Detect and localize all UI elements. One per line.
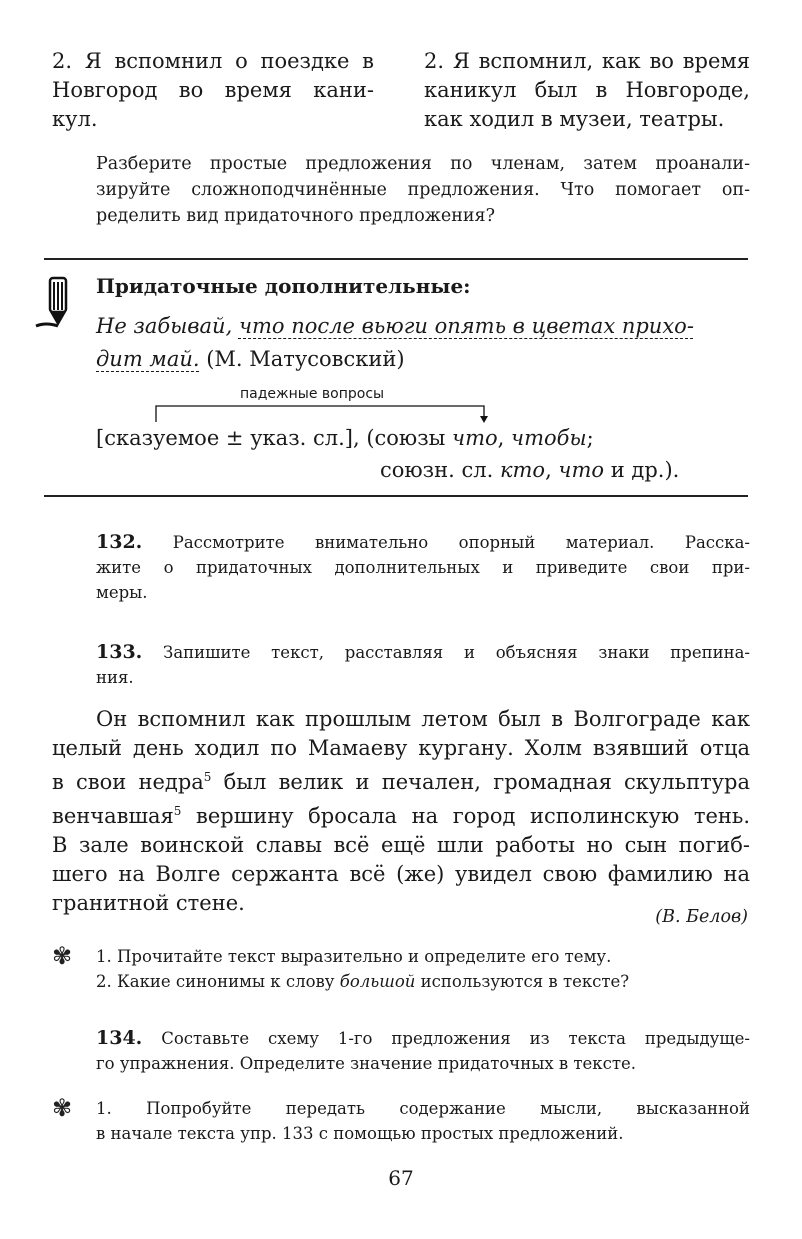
exercise-133-text bbox=[52, 705, 750, 918]
intro-line: зируйте сложноподчинённые предложения. Что помогает оп- bbox=[96, 180, 750, 200]
exercise-134 bbox=[96, 1026, 750, 1076]
example-main-clause: Не забывай, bbox=[96, 314, 239, 338]
text-line: В зале воинской славы всё ещё шли работы но сын погиб- bbox=[52, 833, 750, 857]
case-questions-arrow bbox=[150, 402, 490, 424]
flower-icon: ✾ bbox=[52, 1094, 73, 1122]
text-fragment: был велик и печален, громадная скульптура bbox=[211, 770, 750, 794]
text-line: Он вспомнил как прошлым летом был в Волгограде как bbox=[96, 707, 750, 731]
scheme-italic: что bbox=[558, 458, 605, 482]
right-column-line: как ходил в музеи, театры. bbox=[424, 107, 725, 131]
exercise-number: 133. bbox=[96, 641, 143, 663]
scheme-text: и др.). bbox=[604, 458, 680, 482]
exercise-132 bbox=[96, 530, 750, 605]
exercise-line: жите о придаточных дополнительных и приведите свои при- bbox=[96, 558, 750, 577]
tasks-block-2 bbox=[96, 1096, 750, 1146]
text-line: шего на Волге сержанта всё (же) увидел свою фамилию на bbox=[52, 862, 750, 886]
text-line bbox=[52, 797, 750, 831]
right-column bbox=[424, 47, 750, 134]
footnote-mark: 5 bbox=[173, 804, 182, 818]
exercise-text: Рассмотрите внимательно опорный материал. Расска- bbox=[142, 533, 750, 552]
rule-top-line bbox=[44, 258, 748, 260]
exercise-number: 134. bbox=[96, 1027, 143, 1049]
text-line: гранитной стене. bbox=[52, 891, 245, 915]
example-author: (М. Матусовский) bbox=[199, 347, 405, 371]
scheme-text: , bbox=[545, 458, 559, 482]
rule-bottom-line bbox=[44, 495, 748, 497]
text-fragment: в свои недра bbox=[52, 770, 204, 794]
rule-example-line1 bbox=[96, 312, 756, 341]
exercise-text: Составьте схему 1-го предложения из текста предыдуще- bbox=[142, 1029, 750, 1048]
intro-line: Разберите простые предложения по членам, затем проанали- bbox=[96, 154, 750, 174]
task-line: 1. Прочитайте текст выразительно и определите его тему. bbox=[96, 947, 612, 966]
text-fragment: вершину бросала на город исполинскую тень. bbox=[181, 804, 750, 828]
scheme-line2 bbox=[380, 456, 679, 485]
footnote-mark: 5 bbox=[203, 770, 212, 784]
task-line: в начале текста упр. 133 с помощью простых предложений. bbox=[96, 1124, 624, 1143]
left-column-line: кул. bbox=[52, 107, 98, 131]
scheme-text: [сказуемое ± указ. сл.], (союзы bbox=[96, 426, 453, 450]
text-author: (В. Белов) bbox=[655, 907, 748, 927]
exercise-line bbox=[96, 1026, 750, 1051]
scheme-text: , bbox=[497, 426, 512, 450]
task-italic-word: большой bbox=[339, 972, 416, 991]
scheme-italic: кто bbox=[499, 458, 546, 482]
scheme-text: союзн. сл. bbox=[380, 458, 500, 482]
exercise-line: ния. bbox=[96, 668, 134, 687]
exercise-line bbox=[96, 640, 750, 665]
exercise-number: 132. bbox=[96, 531, 143, 553]
scheme-line1 bbox=[96, 424, 594, 453]
exercise-line bbox=[96, 530, 750, 555]
example-subordinate-clause: что после вьюги опять в цветах прихо- bbox=[238, 314, 694, 338]
tasks-block-1 bbox=[96, 944, 756, 994]
task-text: используются в тексте? bbox=[415, 972, 630, 991]
exercise-text: Запишите текст, расставляя и объясняя знаки препина- bbox=[142, 643, 750, 662]
pencil-icon bbox=[34, 276, 74, 332]
text-line bbox=[52, 763, 750, 797]
intro-paragraph bbox=[96, 151, 750, 229]
task-line bbox=[96, 969, 756, 994]
scheme-italic: чтобы bbox=[511, 426, 587, 450]
exercise-133 bbox=[96, 640, 750, 690]
task-text: 2. Какие синонимы к слову bbox=[96, 972, 340, 991]
example-subordinate-end: дит май. bbox=[96, 347, 200, 371]
flower-icon: ✾ bbox=[52, 942, 73, 970]
left-column bbox=[52, 47, 374, 134]
case-questions-label: падежные вопросы bbox=[240, 386, 385, 402]
scheme-text: ; bbox=[586, 426, 594, 450]
exercise-line: меры. bbox=[96, 583, 148, 602]
left-column-line: 2. Я вспомнил о поездке в bbox=[52, 49, 374, 73]
exercise-line: го упражнения. Определите значение придаточных в тексте. bbox=[96, 1054, 636, 1073]
rule-example-line2 bbox=[96, 345, 756, 374]
left-column-line: Новгород во время кани- bbox=[52, 78, 374, 102]
rule-example bbox=[96, 312, 756, 374]
task-line: 1. Попробуйте передать содержание мысли, высказанной bbox=[96, 1099, 750, 1118]
right-column-line: 2. Я вспомнил, как во время bbox=[424, 49, 750, 73]
scheme-italic: что bbox=[452, 426, 498, 450]
page-number: 67 bbox=[388, 1166, 414, 1190]
text-line: целый день ходил по Мамаеву кургану. Холм взявший отца bbox=[52, 736, 750, 760]
text-fragment: венчавшая bbox=[52, 804, 174, 828]
intro-line: ределить вид придаточного предложения? bbox=[96, 206, 495, 226]
rule-title: Придаточные дополнительные: bbox=[96, 274, 471, 298]
right-column-line: каникул был в Новгороде, bbox=[424, 78, 750, 102]
